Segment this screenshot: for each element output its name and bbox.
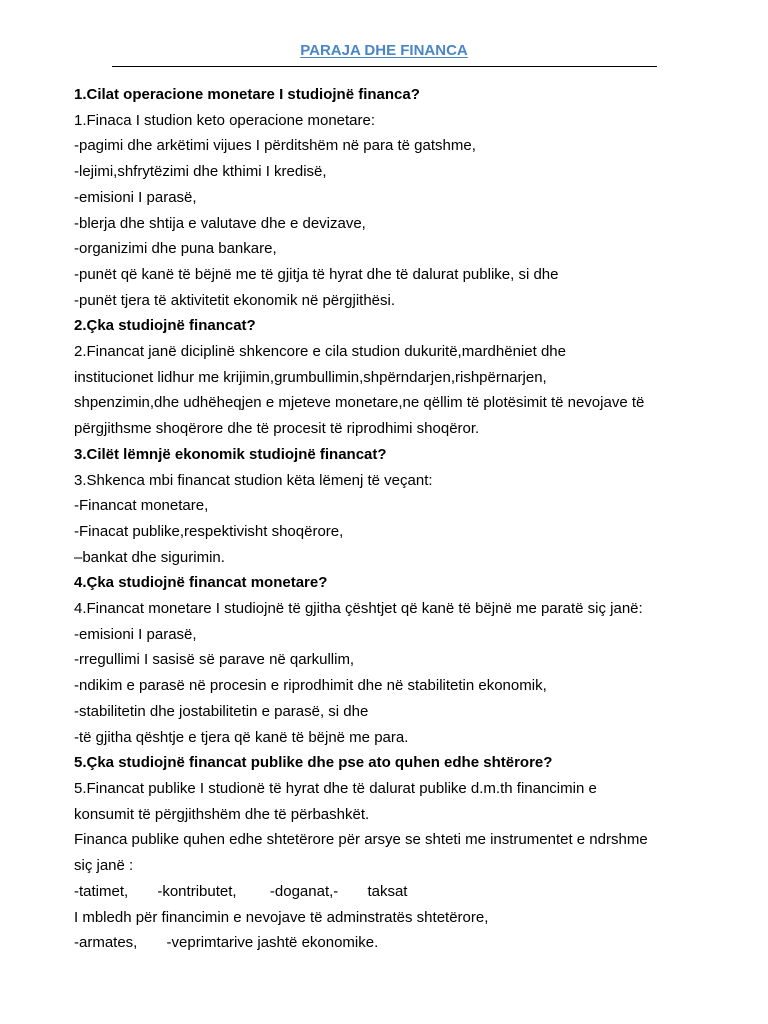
document-title: PARAJA DHE FINANCA — [300, 42, 468, 59]
text-line: 1.Finaca I studion keto operacione monetare: — [74, 111, 376, 129]
text-line: -pagimi dhe arkëtimi vijues I përditshëm në para të gatshme, — [74, 137, 476, 155]
text-line: -ndikim e parasë në procesin e riprodhimit dhe në stabilitetin ekonomik, — [74, 677, 547, 695]
text-line: konsumit të përgjithshëm dhe të përbashkët. — [74, 805, 370, 823]
document-body — [74, 82, 724, 956]
text-line: -punët tjera të aktivitetit ekonomik në përgjithësi. — [74, 291, 395, 309]
question-heading: 3.Cilët lëmnjë ekonomik studiojnë financat? — [74, 445, 387, 463]
text-line: -emisioni I parasë, — [74, 188, 197, 206]
text-line: siç janë : — [74, 857, 134, 875]
text-line: -organizimi dhe puna bankare, — [74, 240, 277, 258]
text-line: -punët që kanë të bëjnë me të gjitja të hyrat dhe të dalurat publike, si dhe — [74, 265, 559, 283]
text-line: -armates, -veprimtarive jashtë ekonomike. — [74, 934, 379, 952]
question-heading: 1.Cilat operacione monetare I studiojnë financa? — [74, 86, 420, 103]
text-line: 2.Financat janë diciplinë shkencore e cila studion dukuritë,mardhëniet dhe — [74, 343, 566, 361]
text-line: -Finacat publike,respektivisht shoqërore, — [74, 522, 344, 540]
question-heading: 2.Çka studiojnë financat? — [74, 317, 256, 335]
text-line: -emisioni I parasë, — [74, 625, 197, 643]
question-heading: 4.Çka studiojnë financat monetare? — [74, 574, 328, 592]
text-line: -të gjitha qështje e tjera që kanë të bëjnë me para. — [74, 728, 409, 746]
text-line: institucionet lidhur me krijimin,grumbullimin,shpërndarjen,rishpërnarjen, — [74, 368, 547, 386]
text-line: përgjithsme shoqërore dhe të procesit të riprodhimi shoqëror. — [74, 420, 480, 438]
text-line: 4.Financat monetare I studiojnë të gjitha çështjet që kanë të bëjnë me paratë siç janë: — [74, 600, 643, 618]
text-line: 5.Financat publike I studionë të hyrat dhe të dalurat publike d.m.th financimin e — [74, 779, 597, 797]
text-line: 3.Shkenca mbi financat studion këta lëmenj të veçant: — [74, 471, 433, 489]
title-divider — [112, 66, 657, 67]
text-line: -stabilitetin dhe jostabilitetin e parasë, si dhe — [74, 702, 369, 720]
text-line: -tatimet, -kontributet, -doganat,- taksat — [74, 882, 408, 900]
question-heading: 5.Çka studiojnë financat publike dhe pse ato quhen edhe shtërore? — [74, 754, 553, 772]
text-line: -lejimi,shfrytëzimi dhe kthimi I kredisë, — [74, 163, 327, 181]
text-line: Financa publike quhen edhe shtetërore për arsye se shteti me instrumentet e ndrshme — [74, 831, 648, 849]
text-line: -Financat monetare, — [74, 497, 209, 515]
text-line: -blerja dhe shtija e valutave dhe e devizave, — [74, 214, 366, 232]
text-line: I mbledh për financimin e nevojave të adminstratës shtetërore, — [74, 908, 489, 926]
text-line: -rregullimi I sasisë së parave në qarkullim, — [74, 651, 355, 669]
text-line: –bankat dhe sigurimin. — [74, 548, 225, 566]
text-line: shpenzimin,dhe udhëheqjen e mjeteve monetare,ne qëllim të plotësimit të nevojave të — [74, 394, 645, 412]
